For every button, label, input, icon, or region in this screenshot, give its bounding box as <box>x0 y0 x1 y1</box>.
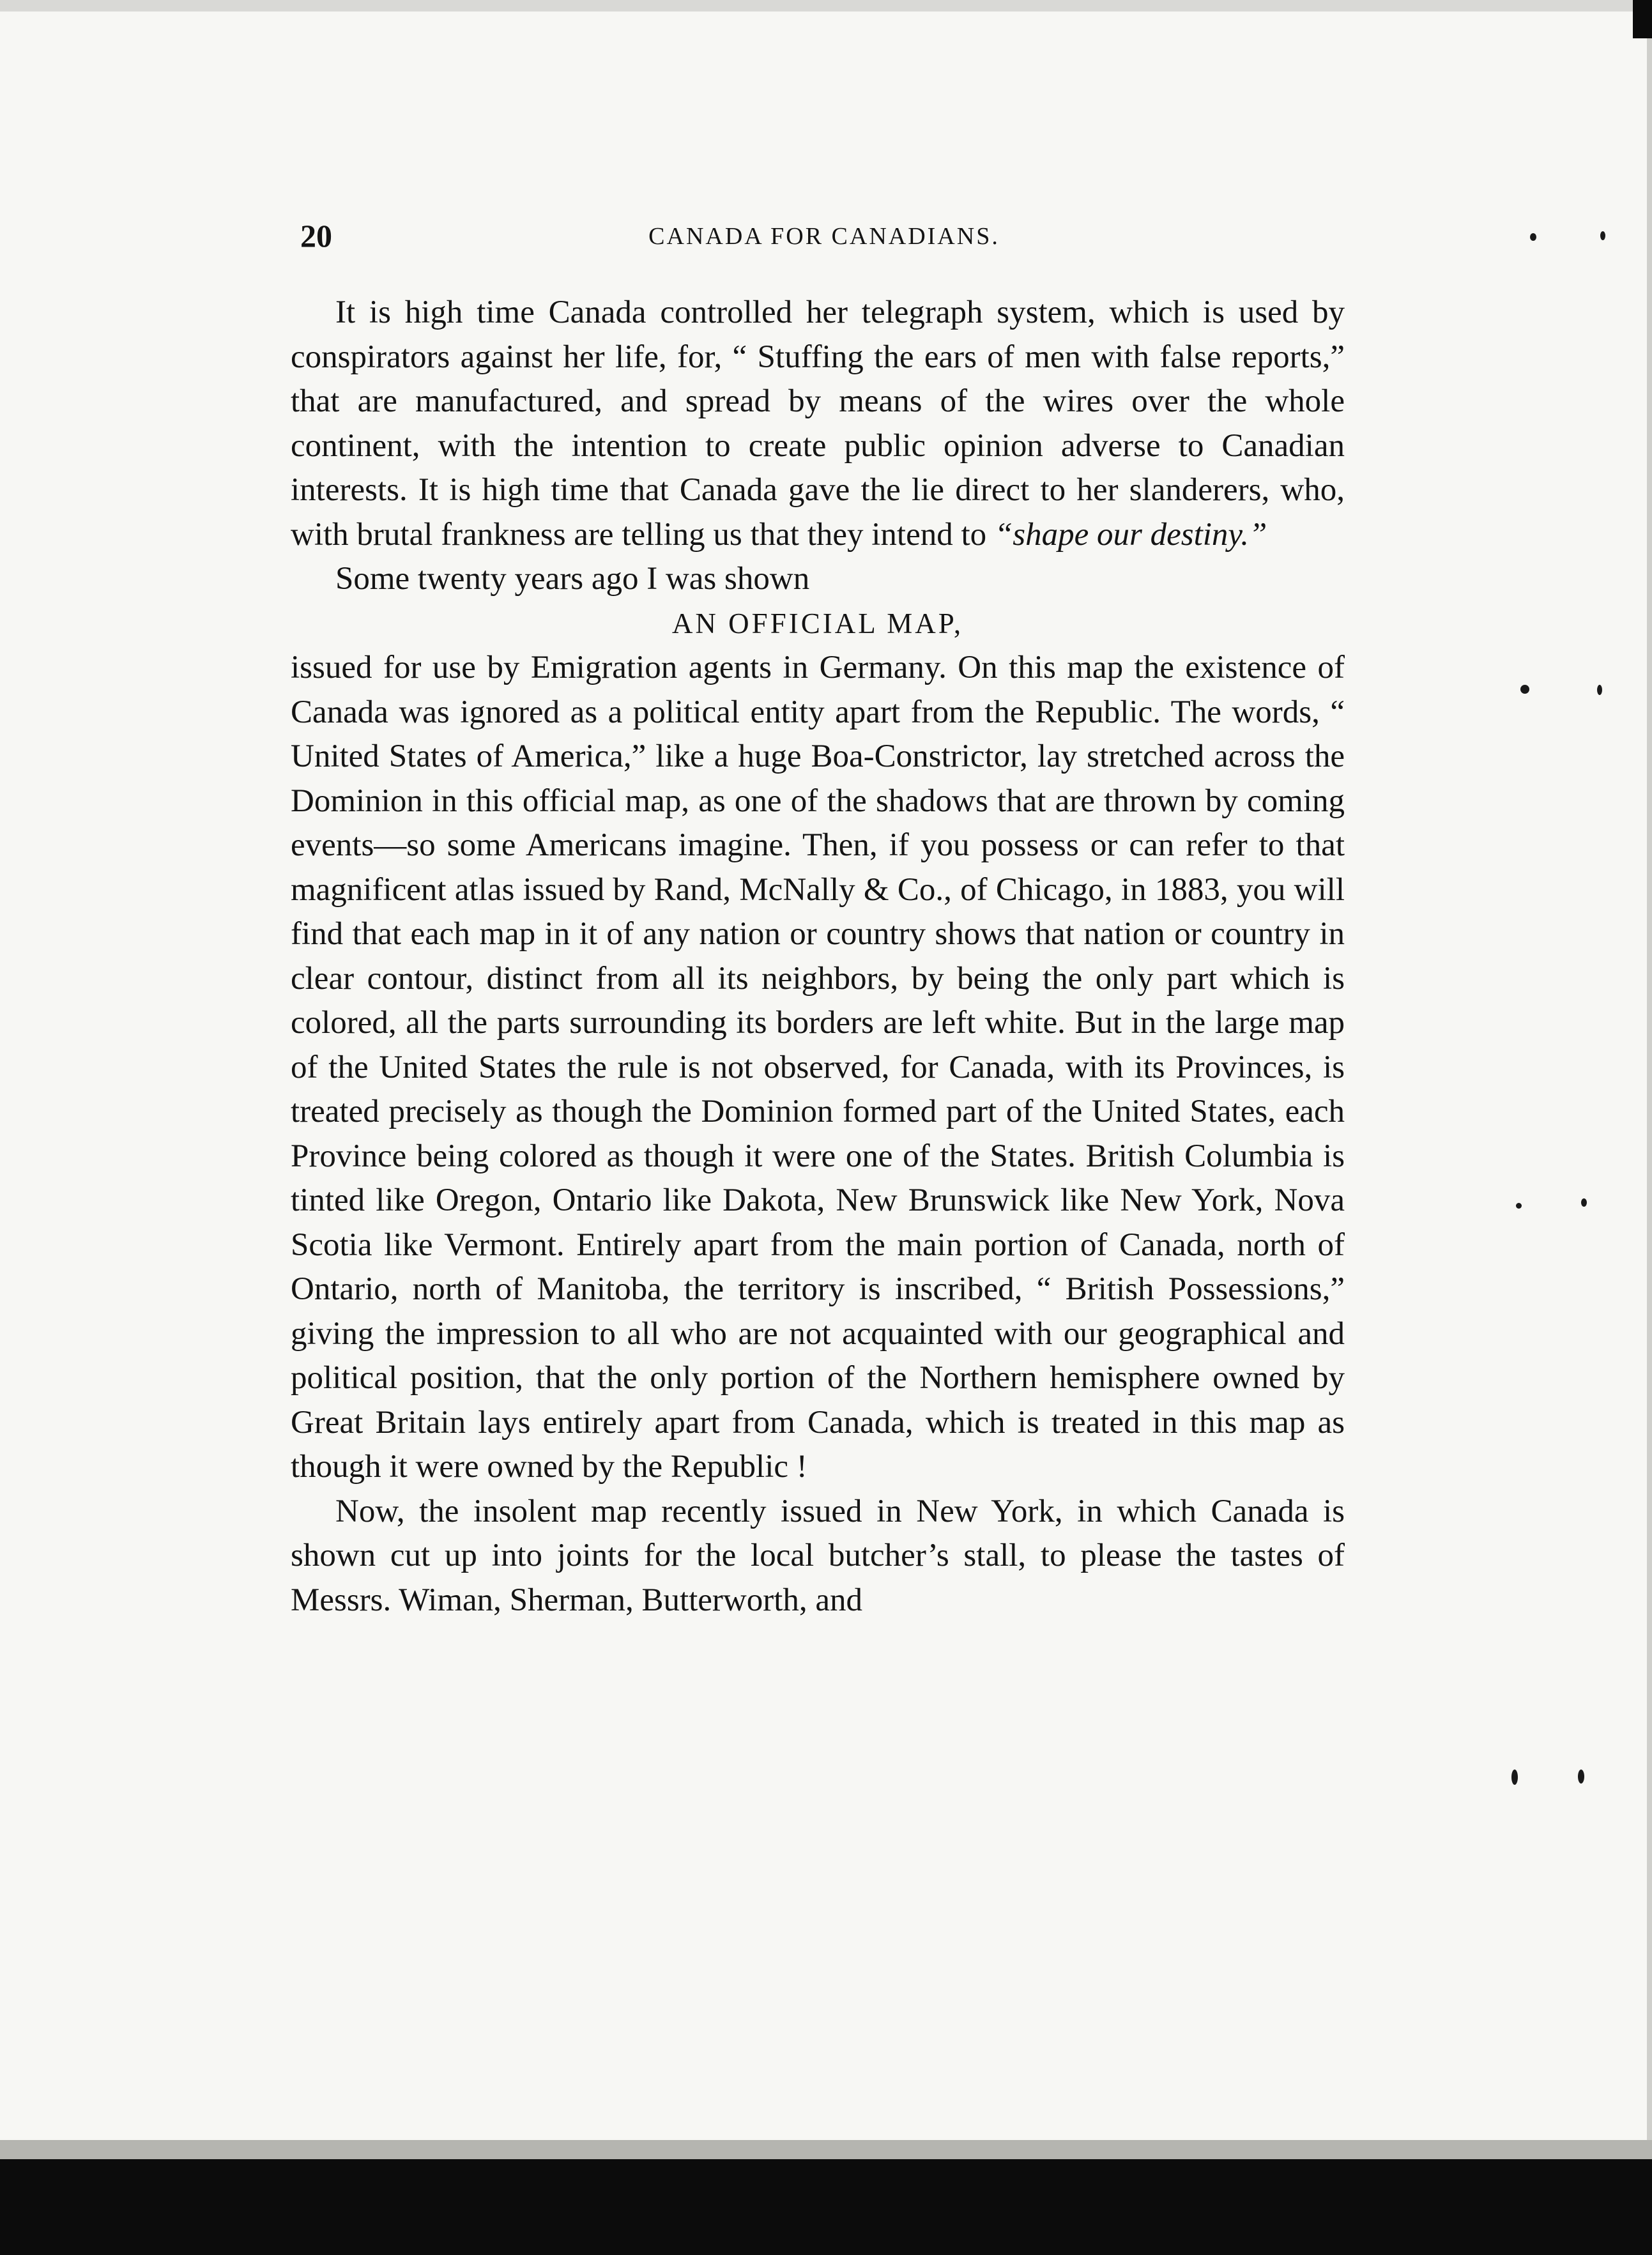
scan-speck <box>1530 233 1536 241</box>
scan-speck <box>1520 685 1529 694</box>
paragraph: Now, the insolent map recently issued in New York, in which Canada is shown cut up into joints for the local butcher’s stall, to please the tastes of Messrs. Wiman, Sherman, Butterworth, and <box>291 1493 1345 1618</box>
page-header <box>300 217 1348 262</box>
scan-speck <box>1600 231 1605 240</box>
scan-corner-shadow <box>1633 0 1652 38</box>
scan-bottom-strip <box>0 2140 1652 2159</box>
scan-speck <box>1578 1770 1584 1784</box>
scan-speck <box>1516 1203 1522 1209</box>
scan-speck <box>1597 685 1602 695</box>
paragraph: Some twenty years ago I was shown <box>335 561 810 597</box>
scan-right-edge <box>1647 38 1652 2140</box>
running-head: CANADA FOR CANADIANS. <box>648 223 1000 250</box>
scan-speck <box>1511 1770 1518 1785</box>
italic-quote: “shape our destiny.” <box>994 516 1267 553</box>
paragraph-text: It is high time Canada controlled her telegraph system, which is used by conspirators against her life, for, “ Stuffing the ears of men with false reports,” that are manufactured, and spread by means of the wires over the whole continent, with the intention to create public opinion adverse to Canadian interests. It is high time that Canada gave the lie direct to her slanderers, who, with brutal frankness are telling us that they intend to <box>291 294 1345 553</box>
scan-speck <box>1581 1198 1587 1207</box>
scan-top-edge <box>0 0 1652 11</box>
page-number: 20 <box>300 218 332 254</box>
scan-bottom-edge <box>0 2159 1652 2255</box>
body-text <box>291 291 1345 1623</box>
paragraph: issued for use by Emigration agents in Germany. On this map the existence of Canada was ignored as a political entity apart from the Republic. The words, “ United States of America,” like a huge Boa-Constrictor, lay stretched across the Dominion in this official map, as one of the shadows that are thrown by coming events—so some Americans imagine. Then, if you possess or can refer to that magnificent atlas issued by Rand, McNally & Co., of Chicago, in 1883, you will find that each map in it of any nation or country shows that nation or country in clear contour, distinct from all its neighbors, by being the only part which is colored, all the parts surrounding its borders are left white. But in the large map of the United States the rule is not observed, for Canada, with its Provinces, is treated precisely as though the Dominion formed part of the United States, each Province being colored as though it were one of the States. British Columbia is tinted like Oregon, Ontario like Dakota, New Brunswick like New York, Nova Scotia like Vermont. Entirely apart from the main portion of Canada, north of Ontario, north of Manitoba, the territory is inscribed, “ British Possessions,” giving the impression to all who are not acquainted with our geographical and political position, that the only portion of the Northern hemisphere owned by Great Britain lays entirely apart from Canada, which is treated in this map as though it were owned by the Republic ! <box>291 650 1345 1485</box>
paragraph <box>291 291 1345 557</box>
section-title: AN OFFICIAL MAP, <box>671 607 964 639</box>
